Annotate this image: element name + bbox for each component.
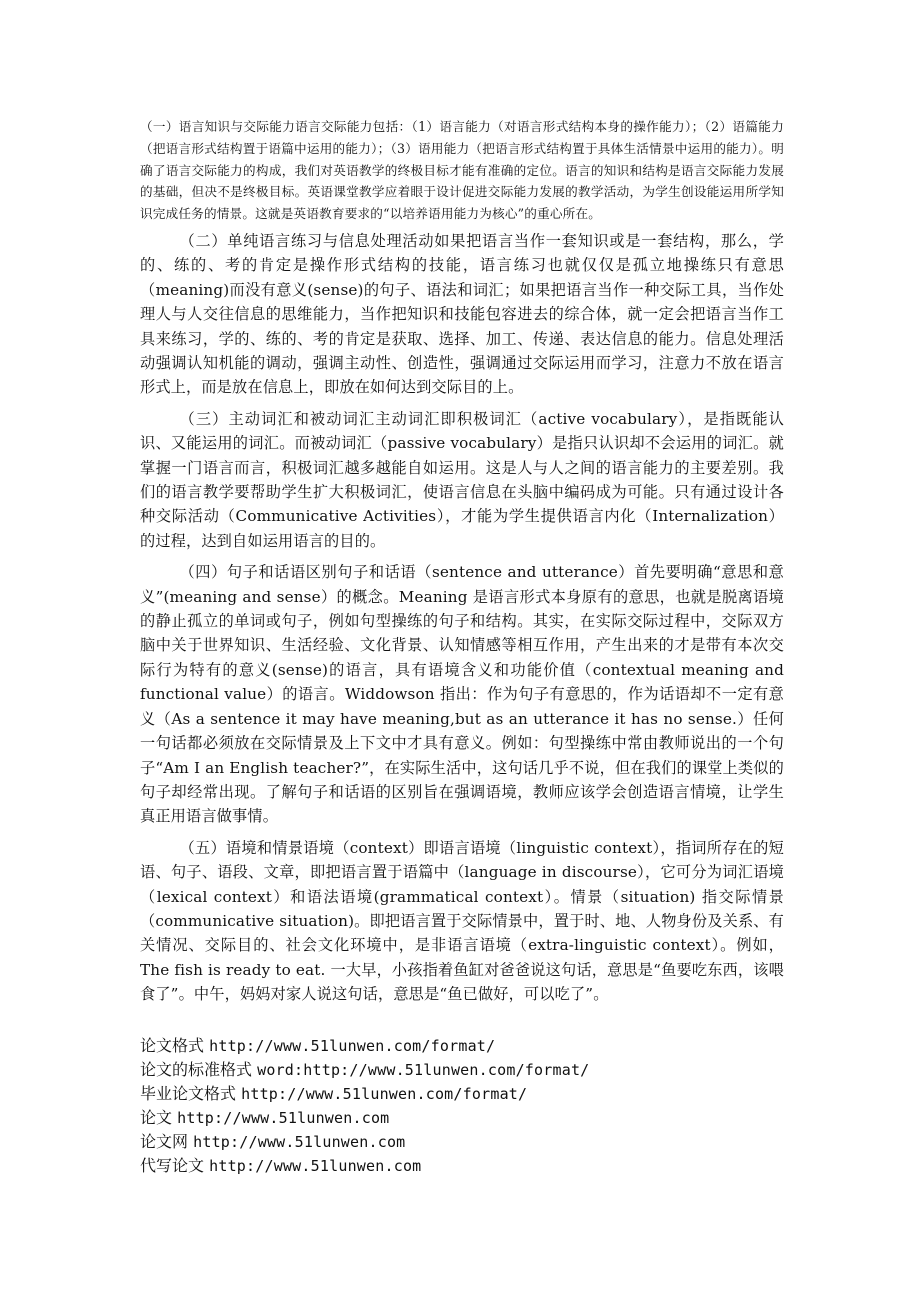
reference-links <box>140 1034 840 1178</box>
paragraph-vocabulary: （三）主动词汇和被动词汇主动词汇即积极词汇（active vocabulary），是指既能认识、又能运用的词汇。而被动词汇（passive vocabulary）是指只认识却不会运用的词汇。就掌握一门语言而言，积极词汇越多越能自如运用。这是人与人之间的语言能力的主要差别。我们的语言教学要帮助学生扩大积极词汇，使语言信息在头脑中编码成为可能。只有通过设计各种交际活动（Communicative Activities），才能为学生提供语言内化（Internalization）的过程，达到自如运用语言的目的。 <box>140 409 784 550</box>
paragraph-language-practice: （二）单纯语言练习与信息处理活动如果把语言当作一套知识或是一套结构，那么，学的、练的、考的肯定是操作形式结构的技能，语言练习也就仅仅是孤立地操练只有意思（meaning)而没有意义(sense)的句子、语法和词汇；如果把语言当作一种交际工具，当作处理人与人交往信息的思维能力，当作把知识和技能包容进去的综合体，就一定会把语言当作工具来练习，学的、练的、考的肯定是获取、选择、加工、传递、表达信息的能力。信息处理活动强调认知机能的调动，强调主动性、创造性，强调通过交际运用而学习，注意力不放在语言形式上，而是放在信息上，即放在如何达到交际目的上。 <box>140 231 784 397</box>
link-line-thesis <box>140 1106 840 1130</box>
link-line-ghostwriting <box>140 1154 840 1178</box>
link-label: 代写论文 <box>140 1156 205 1175</box>
link-label: 论文格式 <box>140 1036 205 1055</box>
document-body <box>140 116 784 1007</box>
link-line-standard-format <box>140 1058 840 1082</box>
link-line-thesis-site <box>140 1130 840 1154</box>
link-url[interactable]: http://www.51lunwen.com/format/ <box>209 1037 496 1055</box>
link-label: 论文的标准格式 <box>140 1060 253 1079</box>
paragraph-language-competence: （一）语言知识与交际能力语言交际能力包括：（1）语言能力（对语言形式结构本身的操作能力）；（2）语篇能力（把语言形式结构置于语篇中运用的能力）；（3）语用能力（把语言形式结构置于具体生活情景中运用的能力）。明确了语言交际能力的构成，我们对英语教学的终极目标才能有准确的定位。语言的知识和结构是语言交际能力发展的基础，但决不是终极目标。英语课堂教学应着眼于设计促进交际能力发展的教学活动，为学生创设能运用所学知识完成任务的情景。这就是英语教育要求的“以培养语用能力为核心”的重心所在。 <box>140 119 784 222</box>
link-url[interactable]: http://www.51lunwen.com <box>177 1109 390 1127</box>
link-line-graduation-format <box>140 1082 840 1106</box>
link-label: 论文 <box>140 1108 173 1127</box>
paragraph-context-situation: （五）语境和情景语境（context）即语言语境（linguistic context），指词所存在的短语、句子、语段、文章，即把语言置于语篇中（language in discourse），它可分为词汇语境（lexical context）和语法语境(grammatical context）。情景（situation) 指交际情景（communicative situation)。即把语言置于交际情景中，置于时、地、人物身份及关系、有关情况、交际目的、社会文化环境中，是非语言语境（extra-linguistic context）。例如，The fish is ready to eat. 一大早，小孩指着鱼缸对爸爸说这句话，意思是“鱼要吃东西，该喂食了”。中午，妈妈对家人说这句话，意思是“鱼已做好，可以吃了”。 <box>140 838 784 1004</box>
link-url[interactable]: word:http://www.51lunwen.com/format/ <box>257 1061 590 1079</box>
link-url[interactable]: http://www.51lunwen.com <box>209 1157 422 1175</box>
paragraph-sentence-utterance: （四）句子和话语区别句子和话语（sentence and utterance）首先要明确“意思和意义”(meaning and sense）的概念。Meaning 是语言形式本身原有的意思，也就是脱离语境的静止孤立的单词或句子，例如句型操练的句子和结构。其实，在实际交际过程中，交际双方脑中关于世界知识、生活经验、文化背景、认知情感等相互作用，产生出来的才是带有本次交际行为特有的意义(sense)的语言，具有语境含义和功能价值（contextual meaning and functional value）的语言。Widdowson 指出：作为句子有意思的，作为话语却不一定有意义（As a sentence it may have meaning,but as an utterance it has no sense.）任何一句话都必须放在交际情景及上下文中才具有意义。例如：句型操练中常由教师说出的一个句子“Am I an English teacher?”，在实际生活中，这句话几乎不说，但在我们的课堂上类似的句子却经常出现。了解句子和话语的区别旨在强调语境，教师应该学会创造语言情境，让学生真正用语言做事情。 <box>140 563 784 826</box>
link-url[interactable]: http://www.51lunwen.com <box>193 1133 406 1151</box>
link-line-format <box>140 1034 840 1058</box>
link-label: 毕业论文格式 <box>140 1084 237 1103</box>
link-url[interactable]: http://www.51lunwen.com/format/ <box>241 1085 528 1103</box>
link-label: 论文网 <box>140 1132 189 1151</box>
